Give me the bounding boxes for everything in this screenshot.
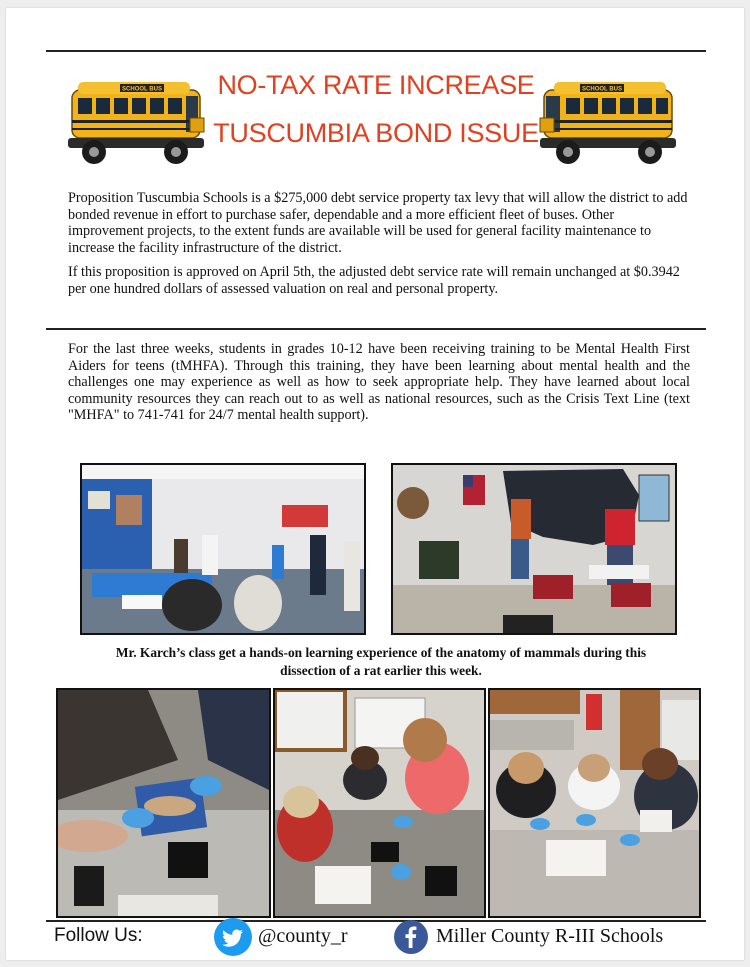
map-room-photo (391, 463, 677, 635)
bond-paragraph-1: Proposition Tuscumbia Schools is a $275,000 debt service property tax levy that will allow the district to add bonded revenue in effort to purchase safer, dependable and a more efficient fleet of buses. Other improvement projects, to the extent funds are available will be used for general facility maintenance to increase the facility infrastructure of the district. (68, 190, 688, 256)
bus-sign-text: SCHOOL BUS (122, 86, 162, 93)
middle-rule (46, 328, 706, 330)
bond-paragraph-2: If this proposition is approved on April 5th, the adjusted debt service rate will remain unchanged at $0.3942 per one hundred dollars of assessed valuation on real and personal property. (68, 264, 680, 297)
title-line-1: NO-TAX RATE INCREASE (217, 70, 535, 100)
facebook-page-name[interactable]: Miller County R-III Schools (436, 925, 664, 947)
dissection-photo-3 (488, 688, 701, 918)
follow-us-label: Follow Us: (54, 925, 143, 946)
twitter-bird-icon[interactable] (214, 918, 252, 956)
mhfa-paragraph: For the last three weeks, students in grades 10-12 have been receiving training to be Mental Health First Aiders for teens (tMHFA). Through this training, they have been learning about mental health and the challenges one may experience as well as how to seek appropriate help. They have learned about local community resources they can reach out to as well as national resources, such as the Crisis Text Line (text "MHFA" to 741-741 for 24/7 mental health support). (68, 341, 690, 424)
school-bus-left-image (68, 78, 208, 170)
bus-sign-text: SCHOOL BUS (582, 86, 622, 93)
school-bus-right-image (536, 78, 676, 170)
dissection-caption-line-1: Mr. Karch’s class get a hands-on learning experience of the anatomy of mammals during this (115, 645, 647, 660)
dissection-photo-2 (273, 688, 486, 918)
classroom-training-photo (80, 463, 366, 635)
top-rule (46, 50, 706, 52)
facebook-f-icon[interactable] (394, 920, 428, 954)
newsletter-page (6, 8, 744, 960)
dissection-caption-line-2: dissection of a rat earlier this week. (280, 663, 482, 678)
twitter-handle[interactable]: @county_r (258, 925, 348, 947)
title-line-2: TUSCUMBIA BOND ISSUE (213, 118, 539, 148)
dissection-photo-1 (56, 688, 271, 918)
bottom-rule (46, 920, 706, 922)
